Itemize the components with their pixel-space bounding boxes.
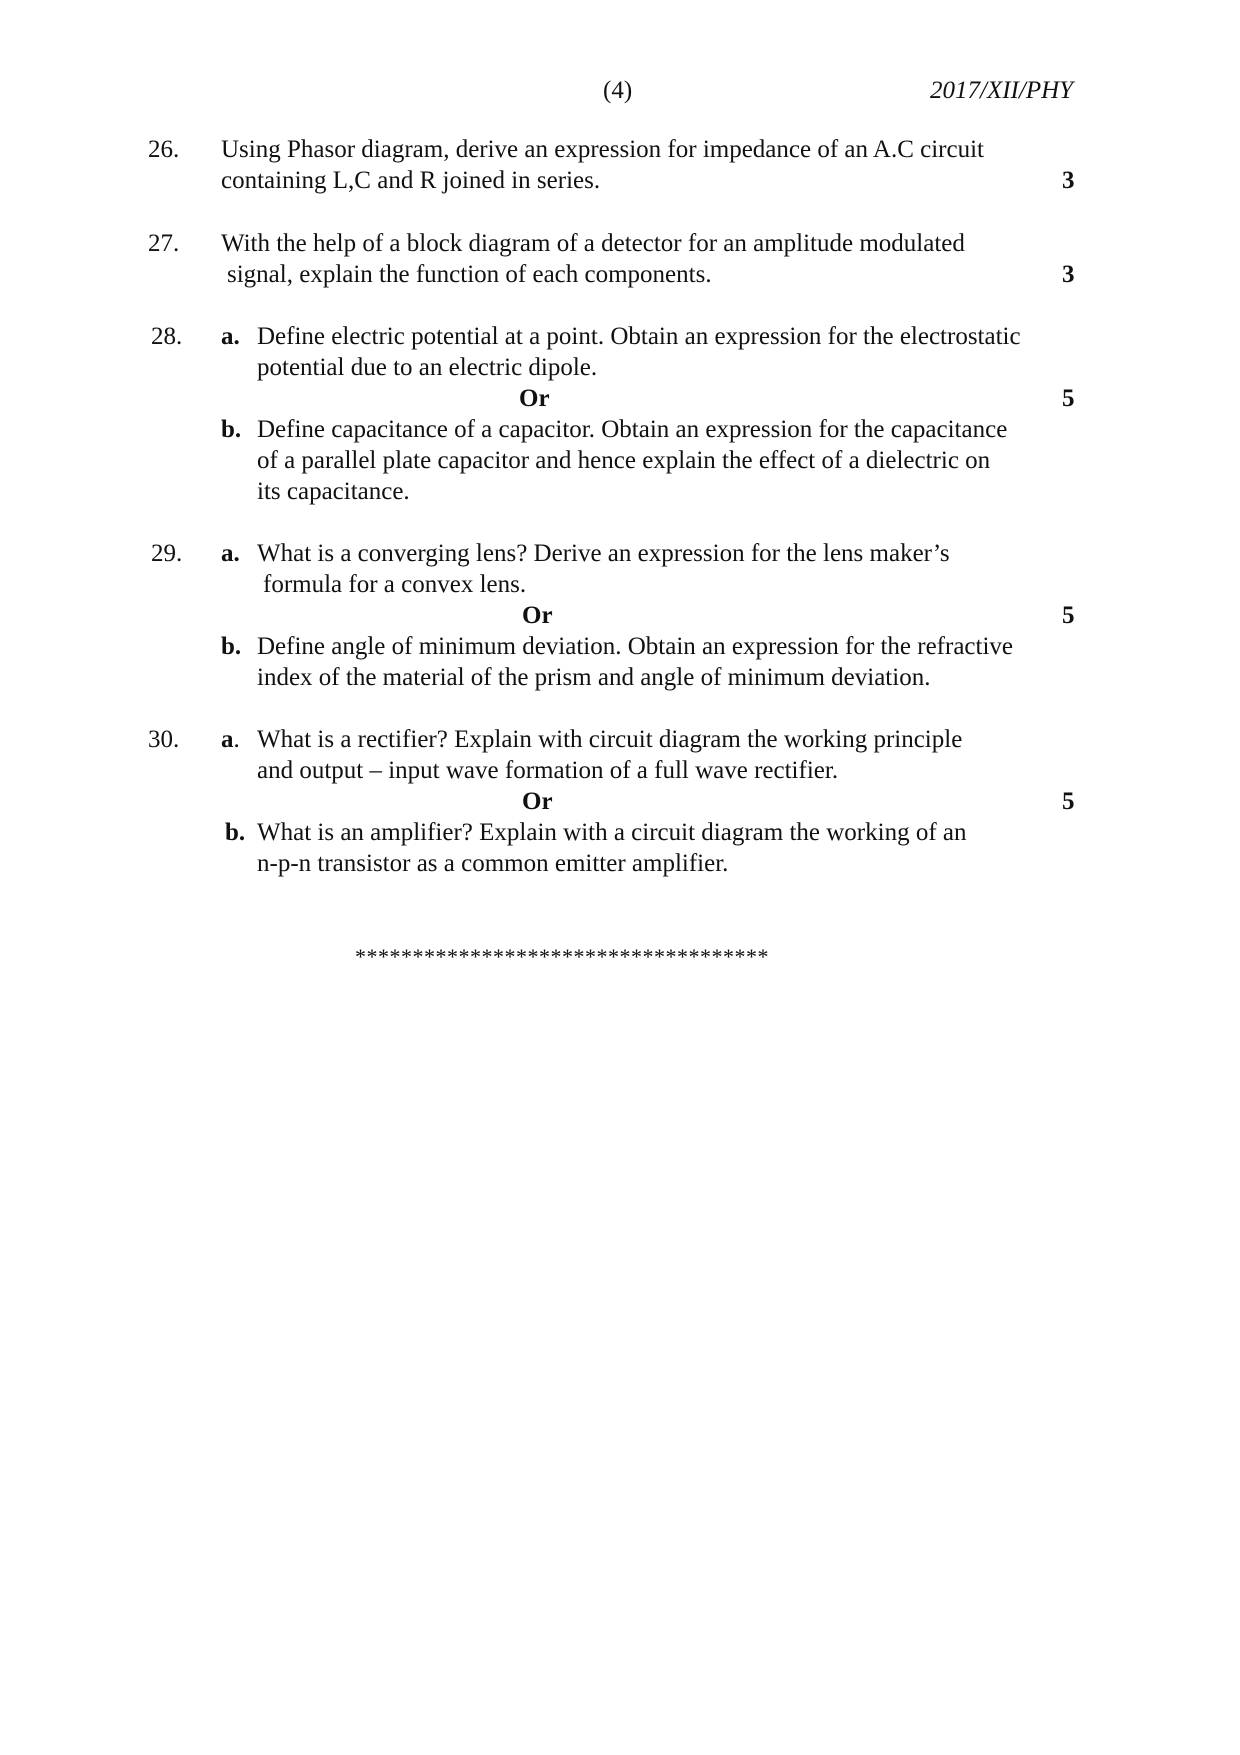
question-text-line: and output – input wave formation of a full wave rectifier. bbox=[257, 757, 839, 784]
part-b-label: b. bbox=[221, 416, 242, 443]
question-text-line: Using Phasor diagram, derive an expression for impedance of an A.C circuit bbox=[221, 136, 984, 163]
or-label: Or bbox=[522, 788, 553, 815]
page-number: (4) bbox=[603, 77, 633, 104]
or-label: Or bbox=[522, 602, 553, 629]
part-a-label bbox=[221, 724, 240, 755]
end-of-paper-marker: ************************************ bbox=[355, 944, 769, 969]
question-number: 30. bbox=[148, 726, 180, 753]
marks: 5 bbox=[1062, 788, 1075, 815]
question-number: 29. bbox=[151, 540, 183, 567]
marks: 5 bbox=[1062, 385, 1075, 412]
question-text-line: Define capacitance of a capacitor. Obtain an expression for the capacitance bbox=[257, 416, 1008, 443]
question-text-line: potential due to an electric dipole. bbox=[257, 354, 598, 381]
question-text-line: containing L,C and R joined in series. bbox=[221, 167, 601, 194]
question-text-line: What is an amplifier? Explain with a circuit diagram the working of an bbox=[257, 819, 967, 846]
question-text-line: Define electric potential at a point. Obtain an expression for the electrostatic bbox=[257, 323, 1021, 350]
question-number: 26. bbox=[148, 136, 180, 163]
question-text-line: With the help of a block diagram of a detector for an amplitude modulated bbox=[221, 230, 965, 257]
part-a-letter: a bbox=[221, 726, 234, 753]
question-text-line: n-p-n transistor as a common emitter amplifier. bbox=[257, 850, 729, 877]
part-b-label: b. bbox=[225, 819, 246, 846]
question-number: 27. bbox=[148, 230, 180, 257]
question-text-line: signal, explain the function of each components. bbox=[227, 261, 712, 288]
question-text-line: its capacitance. bbox=[257, 478, 410, 505]
part-b-label: b. bbox=[221, 633, 242, 660]
part-a-period: . bbox=[233, 726, 240, 753]
question-text-line: of a parallel plate capacitor and hence explain the effect of a dielectric on bbox=[257, 447, 991, 474]
part-a-label: a. bbox=[221, 323, 240, 350]
marks: 3 bbox=[1062, 167, 1075, 194]
question-text-line: What is a converging lens? Derive an expression for the lens maker’s bbox=[257, 540, 950, 567]
question-text-line: formula for a convex lens. bbox=[263, 571, 527, 598]
question-text-line: index of the material of the prism and angle of minimum deviation. bbox=[257, 664, 931, 691]
question-number: 28. bbox=[151, 323, 183, 350]
or-label: Or bbox=[519, 385, 550, 412]
question-text-line: Define angle of minimum deviation. Obtain an expression for the refractive bbox=[257, 633, 1013, 660]
marks: 5 bbox=[1062, 602, 1075, 629]
paper-code: 2017/XII/PHY bbox=[930, 77, 1074, 104]
part-a-label: a. bbox=[221, 540, 240, 567]
question-text-line: What is a rectifier? Explain with circuit diagram the working principle bbox=[257, 726, 963, 753]
marks: 3 bbox=[1062, 261, 1075, 288]
